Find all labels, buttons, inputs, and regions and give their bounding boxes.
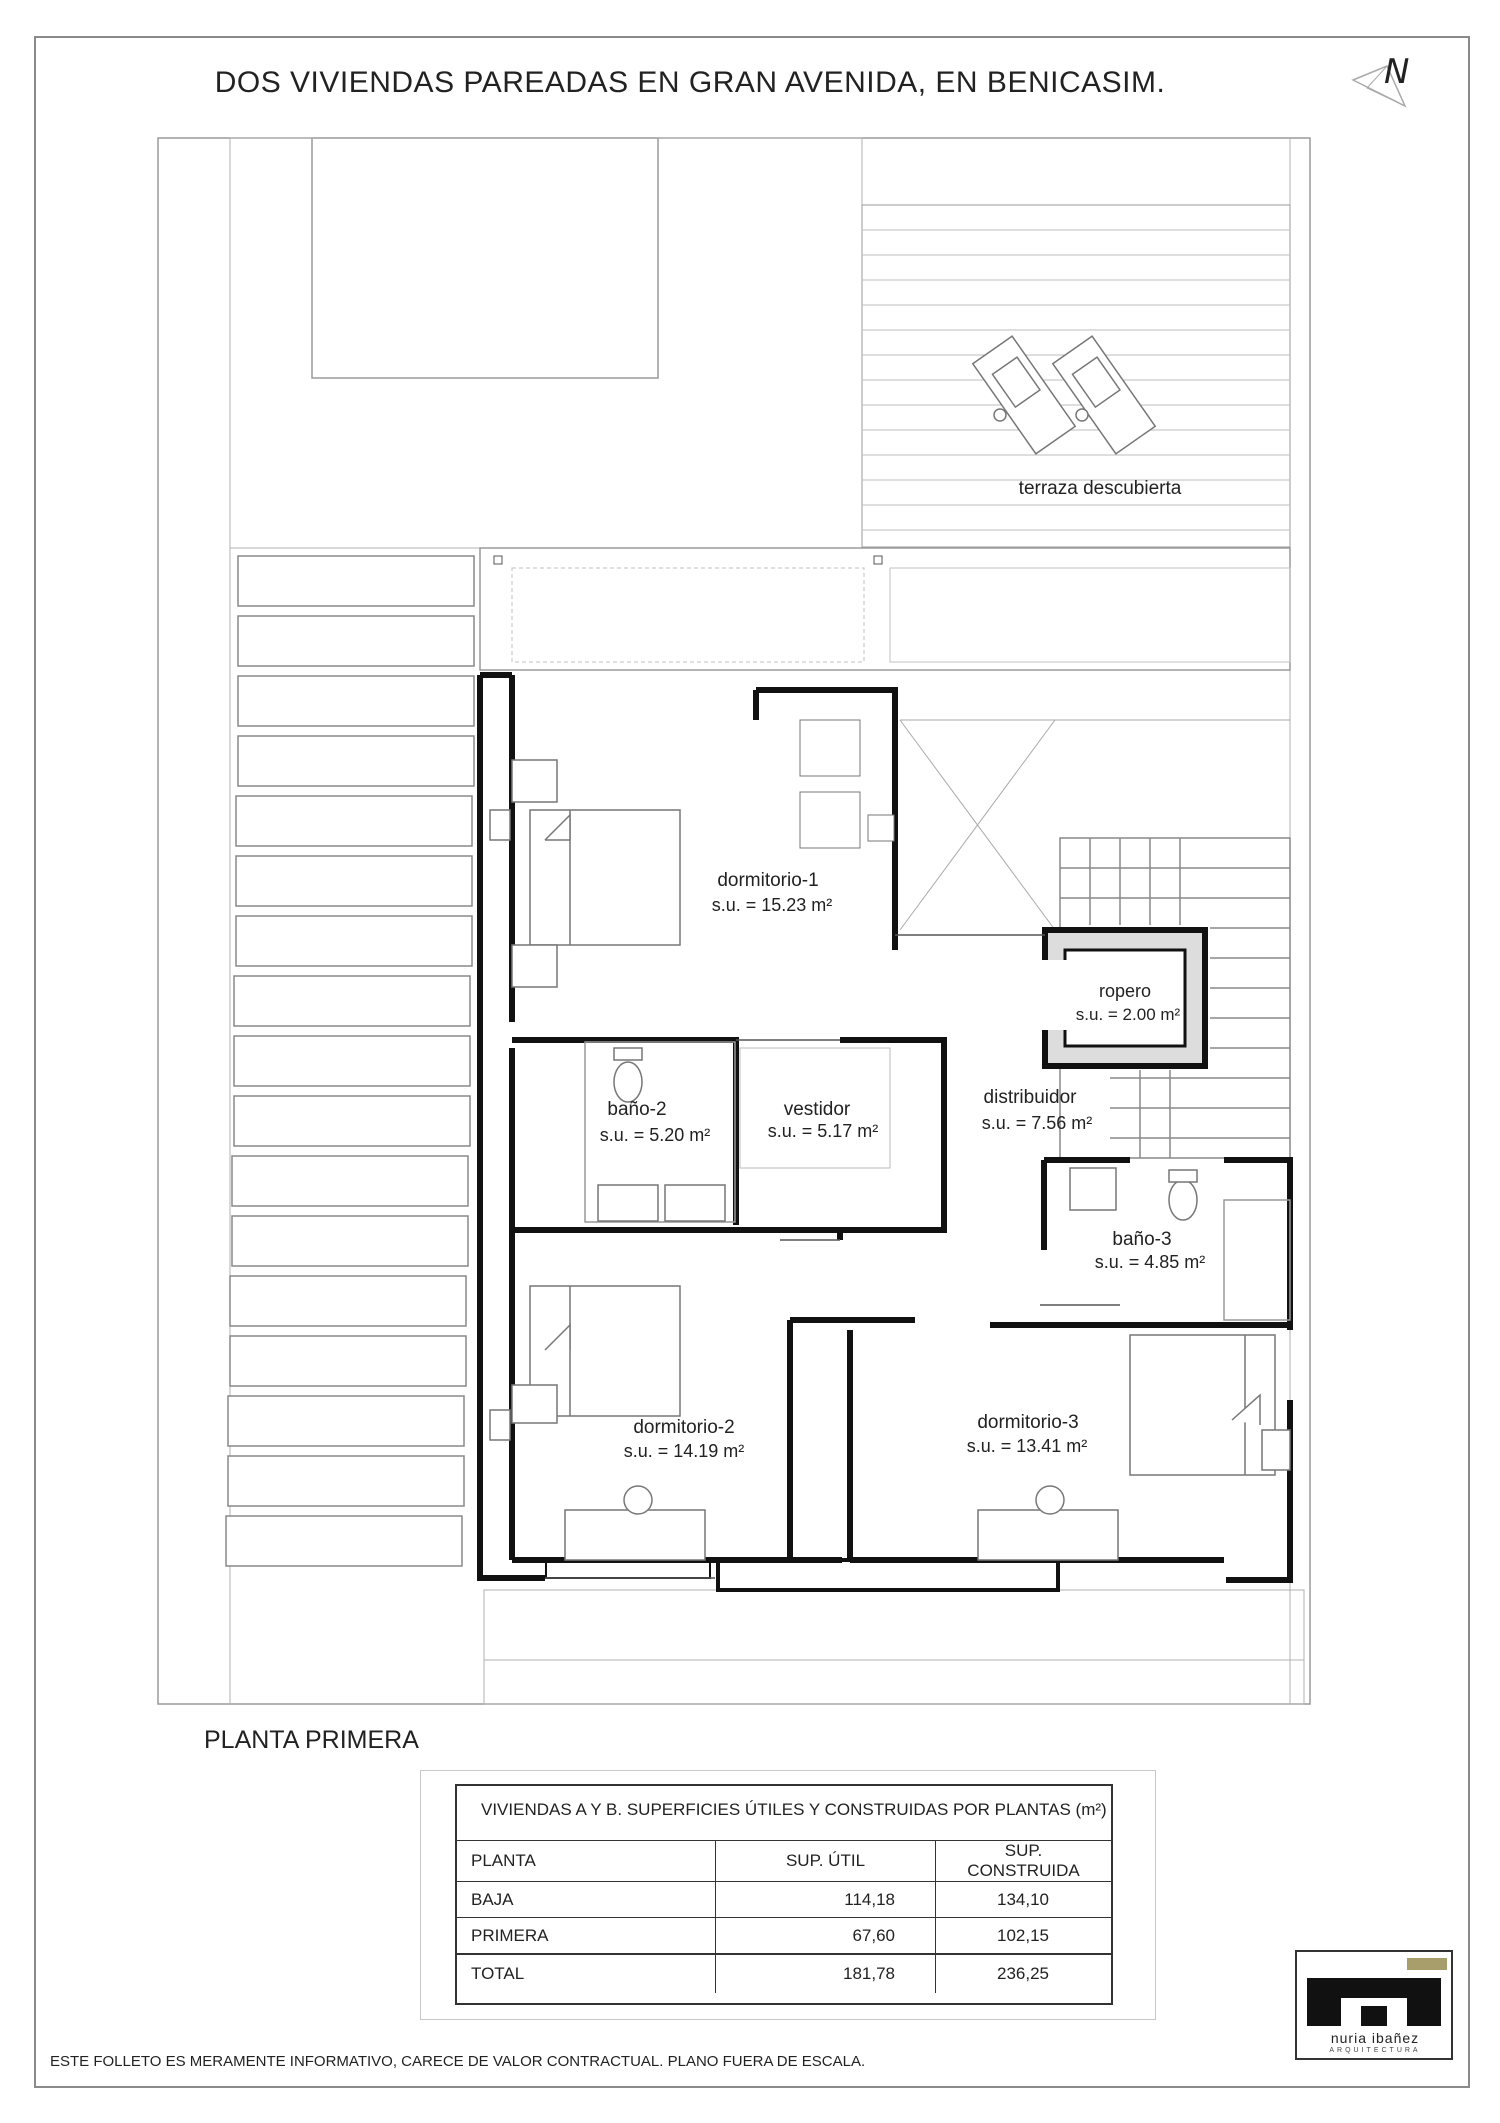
- table-row: [457, 1918, 1111, 1955]
- logo-sub: ARQUITECTURA: [1329, 2047, 1421, 2054]
- logo-name: nuria ibañez: [1330, 2030, 1420, 2046]
- table-cell: 181,78: [716, 1954, 936, 1993]
- distribuidor-label: distribuidor: [983, 1087, 1077, 1108]
- ropero-label: ropero: [1098, 981, 1152, 1001]
- vestidor-label: vestidor: [783, 1099, 851, 1120]
- table-row: [457, 1882, 1111, 1918]
- table-header-row: [457, 1841, 1111, 1882]
- table-cell: 114,18: [716, 1882, 936, 1918]
- table-cell: 67,60: [716, 1918, 936, 1955]
- dormitorio-2-label: dormitorio-2: [633, 1417, 735, 1438]
- distribuidor-area: s.u. = 7.56 m²: [981, 1113, 1093, 1133]
- logo-accent: [1407, 1958, 1447, 1970]
- dormitorio-2-area: s.u. = 14.19 m²: [623, 1441, 745, 1461]
- column-header: SUP. CONSTRUIDA: [936, 1841, 1112, 1882]
- table-cell: 236,25: [936, 1954, 1112, 1993]
- dormitorio-3-area: s.u. = 13.41 m²: [966, 1436, 1088, 1456]
- bano-3-label: baño-3: [1112, 1229, 1172, 1250]
- dormitorio-3-label: dormitorio-3: [977, 1412, 1079, 1433]
- dormitorio-1-area: s.u. = 15.23 m²: [711, 895, 833, 915]
- bano-2-area: s.u. = 5.20 m²: [599, 1125, 711, 1145]
- terraza-label: terraza descubierta: [1018, 478, 1182, 499]
- area-table: [455, 1784, 1113, 2005]
- logo: [1295, 1950, 1453, 2060]
- table-cell: TOTAL: [457, 1954, 716, 1993]
- column-header: SUP. ÚTIL: [716, 1841, 936, 1882]
- table-total-row: [457, 1954, 1111, 1993]
- table-cell: 134,10: [936, 1882, 1112, 1918]
- table-cell: BAJA: [457, 1882, 716, 1918]
- column-header: PLANTA: [457, 1841, 716, 1882]
- bano-3-area: s.u. = 4.85 m²: [1094, 1252, 1206, 1272]
- area-table-title: VIVIENDAS A Y B. SUPERFICIES ÚTILES Y CONSTRUIDAS POR PLANTAS (m²): [481, 1800, 1107, 1819]
- table-cell: 102,15: [936, 1918, 1112, 1955]
- logo-mark-icon: [1307, 1978, 1441, 2026]
- plan-name: PLANTA PRIMERA: [204, 1726, 419, 1754]
- north-label: N: [1384, 52, 1410, 92]
- page-title: DOS VIVIENDAS PAREADAS EN GRAN AVENIDA, EN BENICASIM.: [214, 66, 1166, 99]
- disclaimer: ESTE FOLLETO ES MERAMENTE INFORMATIVO, CARECE DE VALOR CONTRACTUAL. PLANO FUERA DE ESCALA.: [50, 2053, 866, 2070]
- dormitorio-1-label: dormitorio-1: [717, 870, 819, 891]
- vestidor-area: s.u. = 5.17 m²: [767, 1121, 879, 1141]
- bano-2-label: baño-2: [607, 1099, 667, 1120]
- ropero-area: s.u. = 2.00 m²: [1075, 1005, 1181, 1024]
- table-cell: PRIMERA: [457, 1918, 716, 1955]
